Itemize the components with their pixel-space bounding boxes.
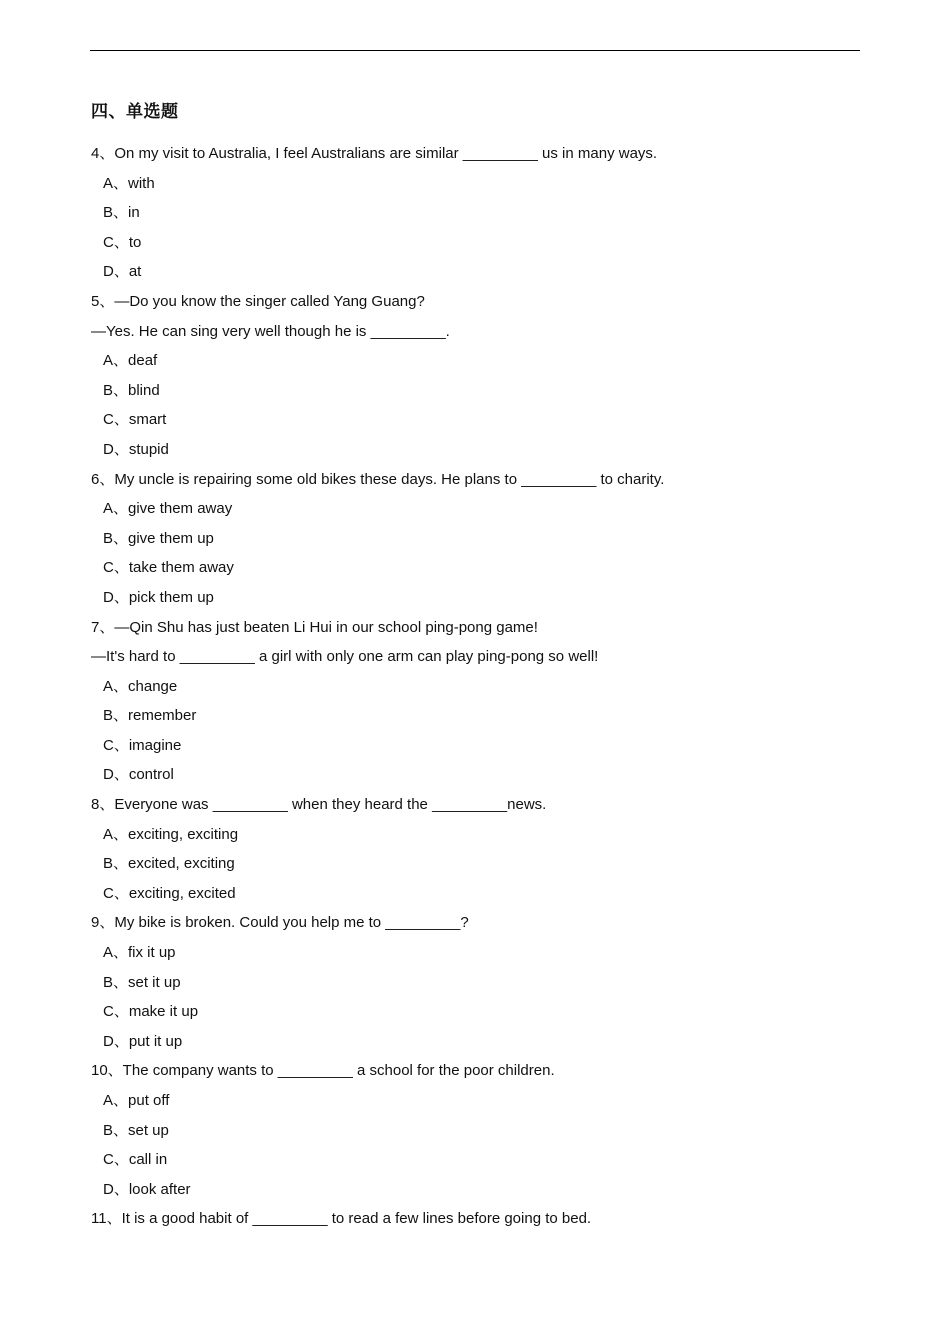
answer-option: C、take them away (103, 559, 234, 577)
answer-option: C、to (103, 233, 142, 251)
question (91, 139, 861, 287)
question-stem: 9、My bike is broken. Could you help me to _________? (91, 914, 469, 932)
answer-option: B、set it up (103, 973, 181, 991)
answer-option: D、pick them up (103, 588, 214, 606)
question-list (91, 139, 861, 1234)
answer-option: C、make it up (103, 1003, 199, 1021)
answer-option: A、change (103, 677, 178, 695)
answer-option: C、smart (103, 411, 167, 429)
answer-option: A、exciting, exciting (103, 825, 239, 843)
question (91, 287, 861, 465)
answer-option: B、blind (103, 381, 160, 399)
question-stem: 4、On my visit to Australia, I feel Australians are similar _________ us in many ways. (91, 145, 658, 162)
question (91, 613, 861, 791)
answer-option: A、deaf (103, 352, 158, 370)
question-stem: 11、It is a good habit of _________ to read a few lines before going to bed. (91, 1210, 592, 1228)
answer-option: B、set up (103, 1121, 169, 1139)
question-stem: 8、Everyone was _________ when they heard the _________news. (91, 796, 547, 814)
answer-option: D、put it up (103, 1032, 183, 1050)
question (91, 1056, 861, 1204)
answer-option: A、give them away (103, 500, 233, 518)
question-stem: 10、The company wants to _________ a school for the poor children. (91, 1062, 555, 1080)
answer-option: A、with (103, 174, 155, 192)
question (91, 465, 861, 613)
question-stem: 6、My uncle is repairing some old bikes these days. He plans to _________ to charity. (91, 470, 665, 488)
answer-option: D、stupid (103, 440, 169, 458)
question-stem: 5、—Do you know the singer called Yang Guang? (91, 292, 425, 310)
answer-option: B、remember (103, 707, 197, 725)
answer-option: C、imagine (103, 736, 182, 754)
section-title: 四、单选题 (91, 102, 179, 122)
answer-option: B、give them up (103, 529, 214, 547)
answer-option: C、exciting, excited (103, 884, 236, 902)
answer-option: D、at (103, 263, 142, 281)
question-stem: 7、—Qin Shu has just beaten Li Hui in our school ping-pong game! (91, 618, 538, 636)
question-stem-continuation: —It's hard to _________ a girl with only one arm can play ping-pong so well! (91, 648, 599, 666)
answer-option: A、put off (103, 1092, 170, 1109)
question-stem-continuation: —Yes. He can sing very well though he is _________. (91, 322, 450, 340)
question (91, 790, 861, 908)
answer-option: D、look after (103, 1180, 191, 1198)
answer-option: B、excited, exciting (103, 855, 235, 873)
answer-option: C、call in (103, 1151, 168, 1169)
header-rule (90, 50, 860, 51)
answer-option: D、control (103, 766, 174, 784)
answer-option: B、in (103, 204, 140, 222)
question (91, 1204, 861, 1234)
answer-option: A、fix it up (103, 944, 176, 962)
question (91, 908, 861, 1056)
